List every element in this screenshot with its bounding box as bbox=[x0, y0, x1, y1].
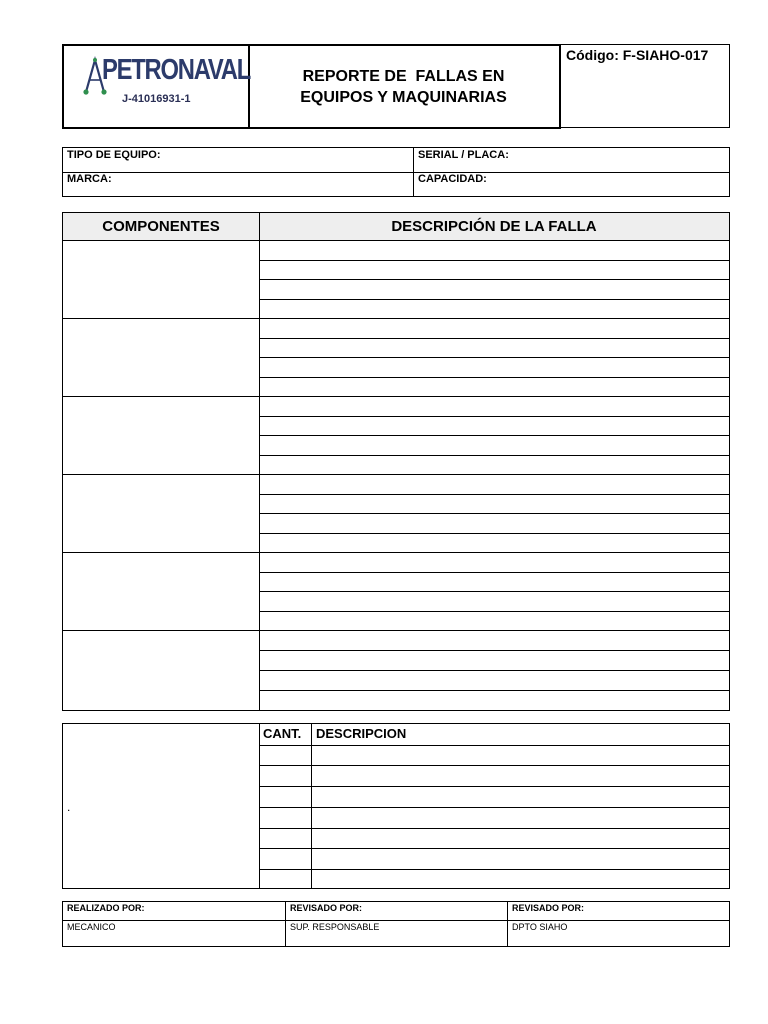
components-fault-table bbox=[62, 212, 730, 711]
parts-table bbox=[62, 723, 730, 889]
fault-description-line bbox=[259, 357, 729, 358]
form-header bbox=[62, 44, 730, 129]
fault-description-line bbox=[259, 416, 729, 417]
fault-description-line bbox=[259, 494, 729, 495]
signature-table bbox=[62, 901, 730, 947]
parts-row-line bbox=[259, 869, 729, 870]
parts-row-line bbox=[259, 807, 729, 808]
component-group-divider bbox=[63, 396, 729, 397]
title-line-1: REPORTE DE FALLAS EN bbox=[302, 67, 505, 85]
logo-wordmark: PETRONAVAL bbox=[102, 54, 250, 86]
component-group-divider bbox=[63, 630, 729, 631]
parts-descripcion-header: DESCRIPCION bbox=[316, 726, 407, 741]
components-column-divider bbox=[259, 213, 260, 710]
fault-description-line bbox=[259, 690, 729, 691]
parts-row-line bbox=[259, 848, 729, 849]
fault-description-line bbox=[259, 650, 729, 651]
component-group-divider bbox=[63, 552, 729, 553]
revisado-por-label-1: REVISADO POR: bbox=[290, 903, 363, 913]
fault-description-line bbox=[259, 513, 729, 514]
cant-header: CANT. bbox=[263, 726, 302, 741]
fault-description-line bbox=[259, 435, 729, 436]
descripcion-falla-header: DESCRIPCIÓN DE LA FALLA bbox=[259, 213, 729, 241]
parts-left-mark: . bbox=[67, 800, 71, 814]
fault-description-line bbox=[259, 377, 729, 378]
company-rif: J-41016931-1 bbox=[122, 93, 191, 105]
fault-description-line bbox=[259, 279, 729, 280]
revisado-por-value-2: DPTO SIAHO bbox=[512, 922, 568, 932]
fault-description-line bbox=[259, 572, 729, 573]
signature-row-divider bbox=[63, 920, 729, 921]
fault-description-line bbox=[259, 533, 729, 534]
fault-description-line bbox=[259, 591, 729, 592]
capacidad-label: CAPACIDAD: bbox=[418, 173, 487, 185]
componentes-header: COMPONENTES bbox=[63, 213, 259, 241]
parts-cant-divider bbox=[311, 724, 312, 888]
parts-left-divider bbox=[259, 724, 260, 888]
component-group-divider bbox=[63, 318, 729, 319]
fault-description-line bbox=[259, 611, 729, 612]
equipment-row-divider bbox=[63, 172, 729, 173]
serial-placa-label: SERIAL / PLACA: bbox=[418, 149, 509, 161]
revisado-por-label-2: REVISADO POR: bbox=[512, 903, 585, 913]
document-title bbox=[248, 44, 561, 129]
logo-cell bbox=[62, 44, 250, 129]
document-code-text: Código: F-SIAHO-017 bbox=[566, 47, 709, 63]
parts-row-line bbox=[259, 786, 729, 787]
parts-row-line bbox=[259, 765, 729, 766]
fault-description-line bbox=[259, 455, 729, 456]
equipment-info-table bbox=[62, 147, 730, 197]
component-group-divider bbox=[63, 474, 729, 475]
document-code bbox=[560, 44, 730, 128]
realizado-por-label: REALIZADO POR: bbox=[67, 903, 145, 913]
fault-description-line bbox=[259, 260, 729, 261]
revisado-por-value-1: SUP. RESPONSABLE bbox=[290, 922, 380, 932]
title-line-2: EQUIPOS Y MAQUINARIAS bbox=[300, 88, 507, 106]
realizado-por-value: MECANICO bbox=[67, 922, 116, 932]
fault-description-line bbox=[259, 670, 729, 671]
marca-label: MARCA: bbox=[67, 173, 112, 185]
tipo-equipo-label: TIPO DE EQUIPO: bbox=[67, 149, 161, 161]
fault-description-line bbox=[259, 338, 729, 339]
parts-row-line bbox=[259, 745, 729, 746]
fault-description-line bbox=[259, 299, 729, 300]
parts-row-line bbox=[259, 828, 729, 829]
